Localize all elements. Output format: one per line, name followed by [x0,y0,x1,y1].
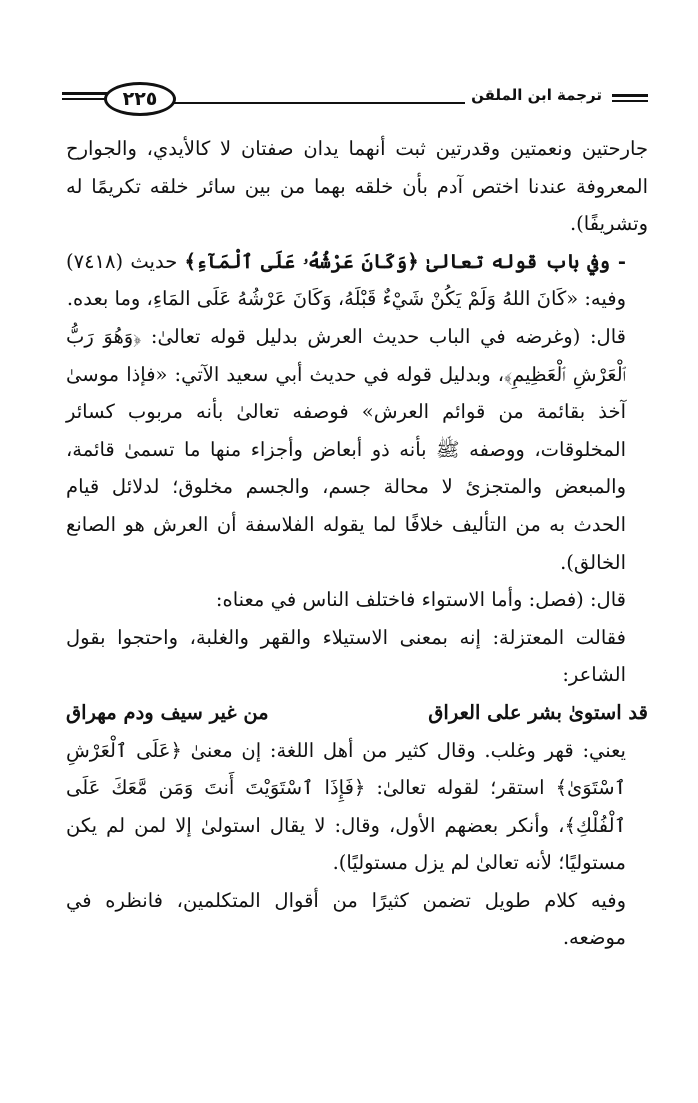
body-text [66,130,648,957]
page-number: ٢٢٥ [122,87,158,110]
chapter-heading: - وفي باب قوله تعالىٰ ﴿وَكَانَ عَرْشُهُۥ عَلَى ٱلْمَآءِ﴾ [184,249,626,273]
paragraph-4: قال: (فصل: وأما الاستواء فاختلف الناس في معناه: [215,588,626,612]
page-number-frame [104,82,176,116]
running-title: ترجمة ابن الملقن [465,86,608,104]
poetry-verse [66,694,648,732]
header-double-rule-left [62,92,108,100]
paragraph-2-text: حديث (٧٤١٨) وفيه: «كَانَ اللهُ وَلَمْ يَكُنْ شَيْءٌ قَبْلَهُ، وَكَانَ عَرْشُهُ عَلَى المَاءِ، وما بعده. [66,249,626,311]
running-header [62,80,648,124]
verse-second-hemistich: من غير سيف ودم مهراق [66,700,269,724]
paragraph-8: وفيه كلام طويل تضمن كثيرًا من أقوال المتكلمين، فانظره في موضعه. [66,888,626,950]
paragraph-1: جارحتين ونعمتين وقدرتين ثبت أنهما يدان صفتان لا كالأيدي، والجوارح المعروفة عندنا اختص آدم بأن خلقه بهما من بين سائر خلقه تكريمًا له وتشريفًا). [66,137,648,236]
paragraph-2 [66,243,648,318]
paragraph-3: قال: (وغرضه في الباب حديث العرش بدليل قوله تعالىٰ: ﴿وَهُوَ رَبُّ ٱلْعَرْشِ ٱلْعَظِيمِ﴾، وبدليل قوله في حديث أبي سعيد الآتي: «فإذا موسىٰ آخذ بقائمة من قوائم العرش» فوصفه تعالىٰ بأنه مربوب كسائر المخلوقات، ووصفه ﷺ بأنه ذو أبعاض وأجزاء منها ما تسمىٰ قائمة، والمبعض والمتجزئ لا محالة جسم، والجسم مخلوق؛ لدلائل قيام الحدث به من التأليف خلافًا لما يقوله الفلاسفة أن العرش هو الصانع الخالق). [66,324,626,574]
header-double-rule-right [612,94,648,102]
paragraph-7: يعني: قهر وغلب. وقال كثير من أهل اللغة: إن معنىٰ ﴿عَلَى ٱلْعَرْشِ ٱسْتَوَىٰ﴾ استقر؛ لقوله تعالىٰ: ﴿فَإِذَا ٱسْتَوَيْتَ أَنتَ وَمَن مَّعَكَ عَلَى ٱلْفُلْكِ﴾، وأنكر بعضهم الأول، وقال: لا يقال استولىٰ إلا لمن لم يكن مستوليًا؛ لأنه تعالىٰ لم يزل مستوليًا). [66,738,626,875]
verse-first-hemistich: قد استوىٰ بشر على العراق [428,700,648,724]
paragraph-5: فقالت المعتزلة: إنه بمعنى الاستيلاء والقهر والغلبة، واحتجوا بقول الشاعر: [66,625,626,687]
